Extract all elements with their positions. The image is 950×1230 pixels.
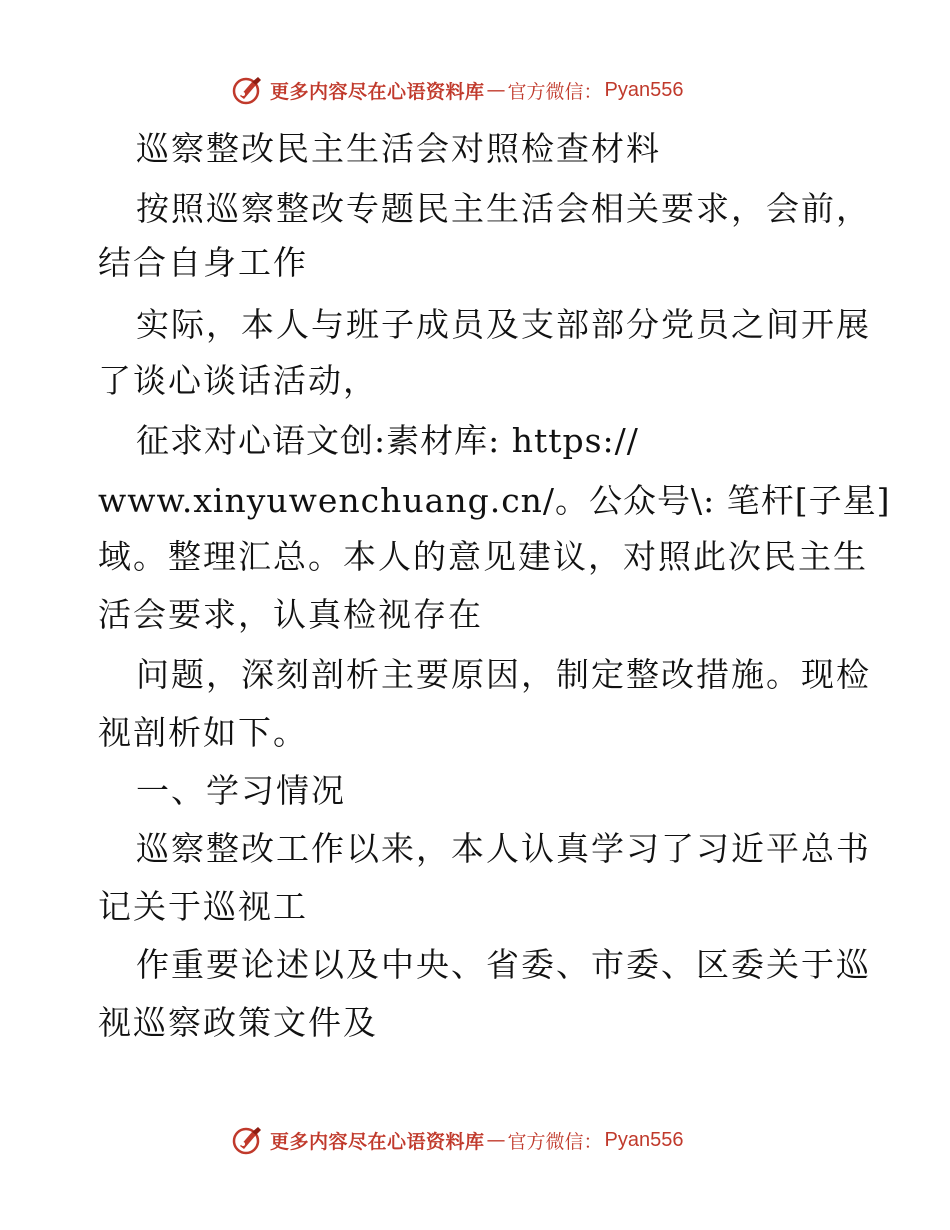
- paragraph-line: 视巡察政策文件及: [98, 1003, 378, 1042]
- watermark-dash: —: [486, 79, 506, 101]
- paragraph-line: 活会要求，认真检视存在: [98, 595, 483, 634]
- footer-watermark: [232, 1120, 684, 1160]
- paragraph-line: 作重要论述以及中央、省委、市委、区委关于巡: [136, 945, 871, 984]
- section-heading: 一、学习情况: [136, 771, 346, 810]
- pen-logo-icon: [232, 1124, 264, 1156]
- watermark-dash: —: [486, 1129, 506, 1151]
- paragraph-line: 结合自身工作: [98, 243, 308, 282]
- watermark-wechat-id: Pyan556: [604, 1128, 684, 1151]
- paragraph-line: 域。整理汇总。本人的意见建议，对照此次民主生: [98, 537, 868, 576]
- watermark-label: 官方微信：: [507, 1130, 603, 1153]
- paragraph-line: 按照巡察整改专题民主生活会相关要求，会前，: [136, 189, 871, 228]
- paragraph-line: 问题，深刻剖析主要原因，制定整改措施。现检: [136, 655, 871, 694]
- paragraph-line: 了谈心谈话活动，: [98, 361, 378, 400]
- paragraph-line: 视剖析如下。: [98, 713, 308, 752]
- watermark-label: 官方微信：: [507, 80, 603, 103]
- watermark-wechat-id: Pyan556: [604, 78, 684, 101]
- watermark-brand: 更多内容尽在心语资料库: [270, 80, 485, 103]
- pen-logo-icon: [232, 74, 264, 106]
- header-watermark: [232, 70, 684, 110]
- watermark-brand: 更多内容尽在心语资料库: [270, 1130, 485, 1153]
- paragraph-line: www.xinyuwenchuang.cn/。公众号\: 笔杆[子星]: [98, 481, 891, 520]
- paragraph-line: 实际，本人与班子成员及支部部分党员之间开展: [136, 305, 871, 344]
- paragraph-line: 记关于巡视工: [98, 887, 308, 926]
- paragraph-line: 巡察整改工作以来，本人认真学习了习近平总书: [136, 829, 871, 868]
- document-title: 巡察整改民主生活会对照检查材料: [136, 129, 661, 168]
- paragraph-line: 征求对心语文创:素材库: https://: [136, 421, 639, 460]
